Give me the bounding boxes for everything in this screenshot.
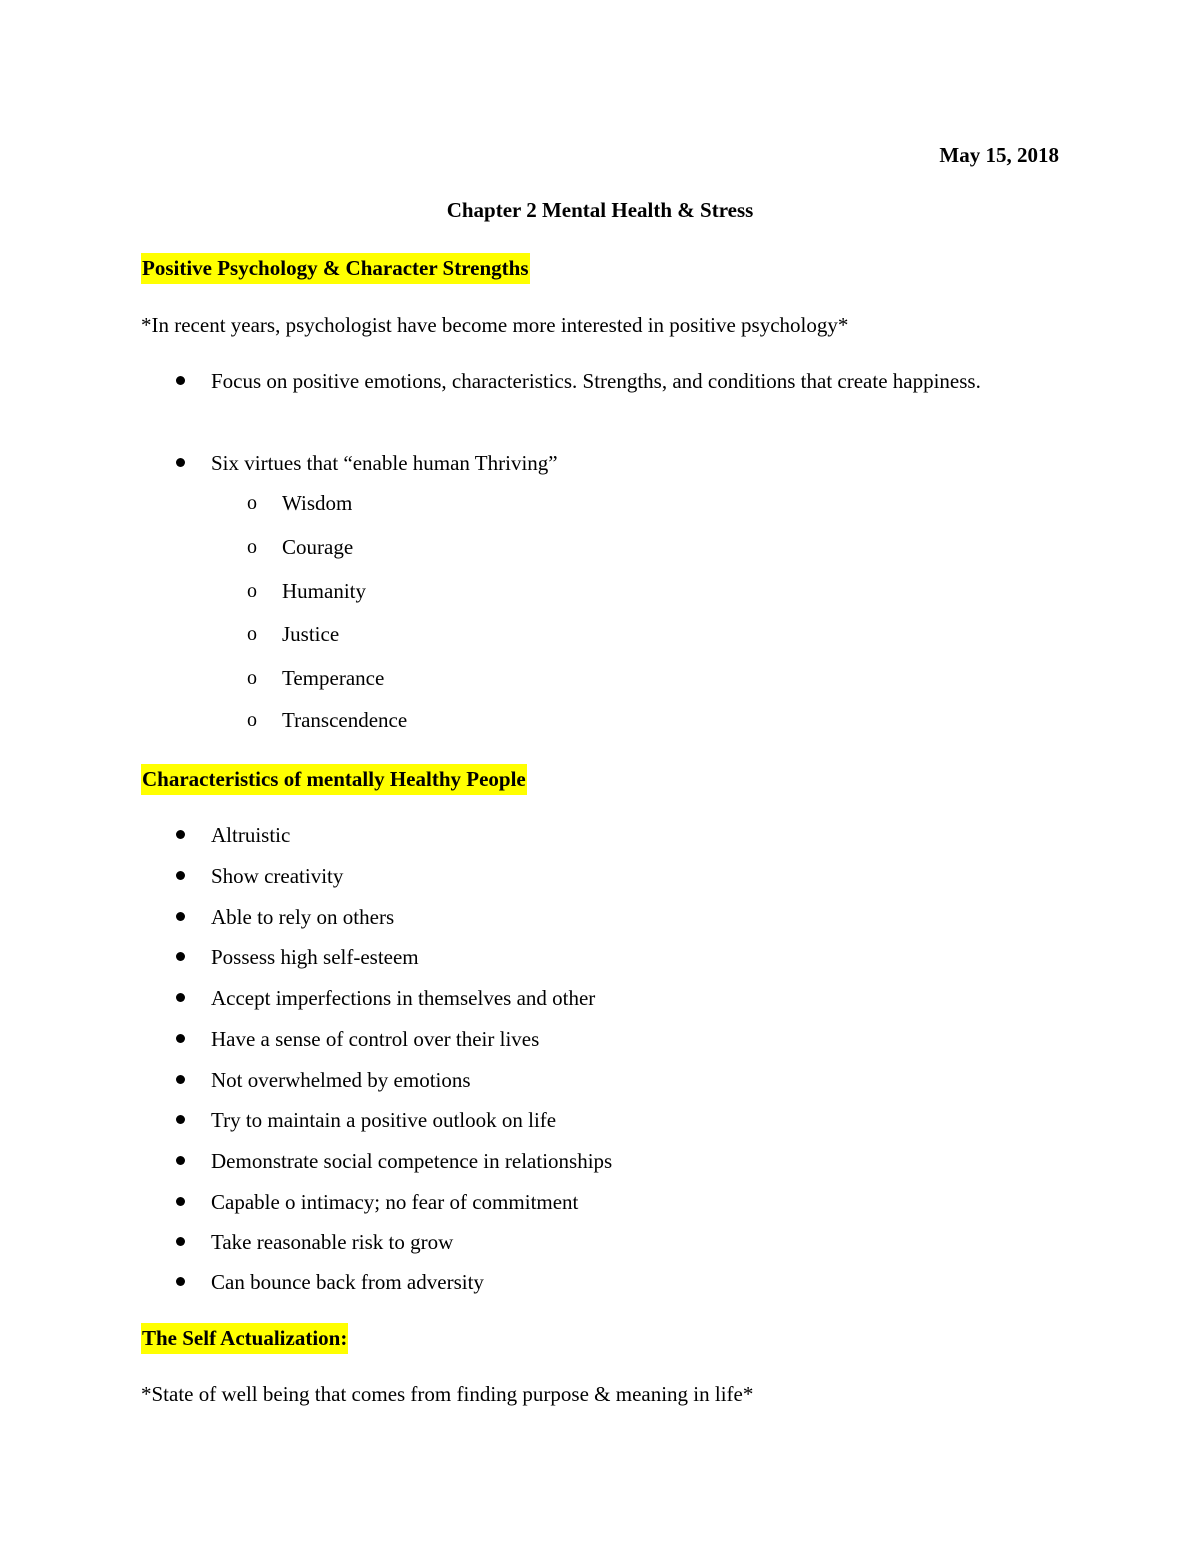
bullet-icon	[176, 1277, 185, 1286]
circle-bullet-icon: o	[247, 536, 257, 558]
bullet-icon	[176, 1075, 185, 1084]
document-page: May 15, 2018 Chapter 2 Mental Health & Stress Positive Psychology & Character Strengths *In recent years, psychologist have become more interested in positive psychology* Focus on positive emotions, characteristics. Strengths, and conditions that create happiness. Six virtues that “enable human Thriving” o Wisdom o Courage o Humanity o Justice o Temperance o Transcendence Characteristics of mentally Healthy People Altruistic Show creativity Able to rely on others Possess high self-esteem Accept imperfections in themselves and other Have a sense of control over their lives Not overwhelmed by emotions Try to maintain a positive outlook on life Demonstrate social competence in relationships Capable o intimacy; no fear of commitment Take reasonable risk to grow Can bounce back from adversity The Self Actualization: *State of well being that comes from finding purpose & meaning in life*	[0, 0, 1200, 1553]
bullet-icon	[176, 993, 185, 1002]
document-date: May 15, 2018	[939, 143, 1059, 167]
circle-bullet-icon: o	[247, 492, 257, 514]
bullet-icon	[176, 1034, 185, 1043]
bullet-icon	[176, 376, 185, 385]
circle-bullet-icon: o	[247, 580, 257, 602]
bullet-icon	[176, 1237, 185, 1246]
bullet-icon	[176, 912, 185, 921]
bullet-icon	[176, 458, 185, 467]
section-heading-healthy-people: Characteristics of mentally Healthy People	[141, 764, 527, 795]
bullet-icon	[176, 1115, 185, 1124]
circle-bullet-icon: o	[247, 623, 257, 645]
section-intro-positive-psychology: *In recent years, psychologist have become more interested in positive psychology*	[141, 313, 849, 337]
bullet-icon	[176, 1197, 185, 1206]
bullet-icon	[176, 830, 185, 839]
bullet-icon	[176, 1156, 185, 1165]
bullet-icon	[176, 871, 185, 880]
section-heading-positive-psychology: Positive Psychology & Character Strengths	[141, 253, 530, 284]
section-intro-self-actualization: *State of well being that comes from finding purpose & meaning in life*	[141, 1382, 754, 1406]
circle-bullet-icon: o	[247, 709, 257, 731]
circle-bullet-icon: o	[247, 667, 257, 689]
section-heading-self-actualization: The Self Actualization:	[141, 1323, 348, 1354]
document-title: Chapter 2 Mental Health & Stress	[446, 198, 754, 222]
bullet-icon	[176, 952, 185, 961]
